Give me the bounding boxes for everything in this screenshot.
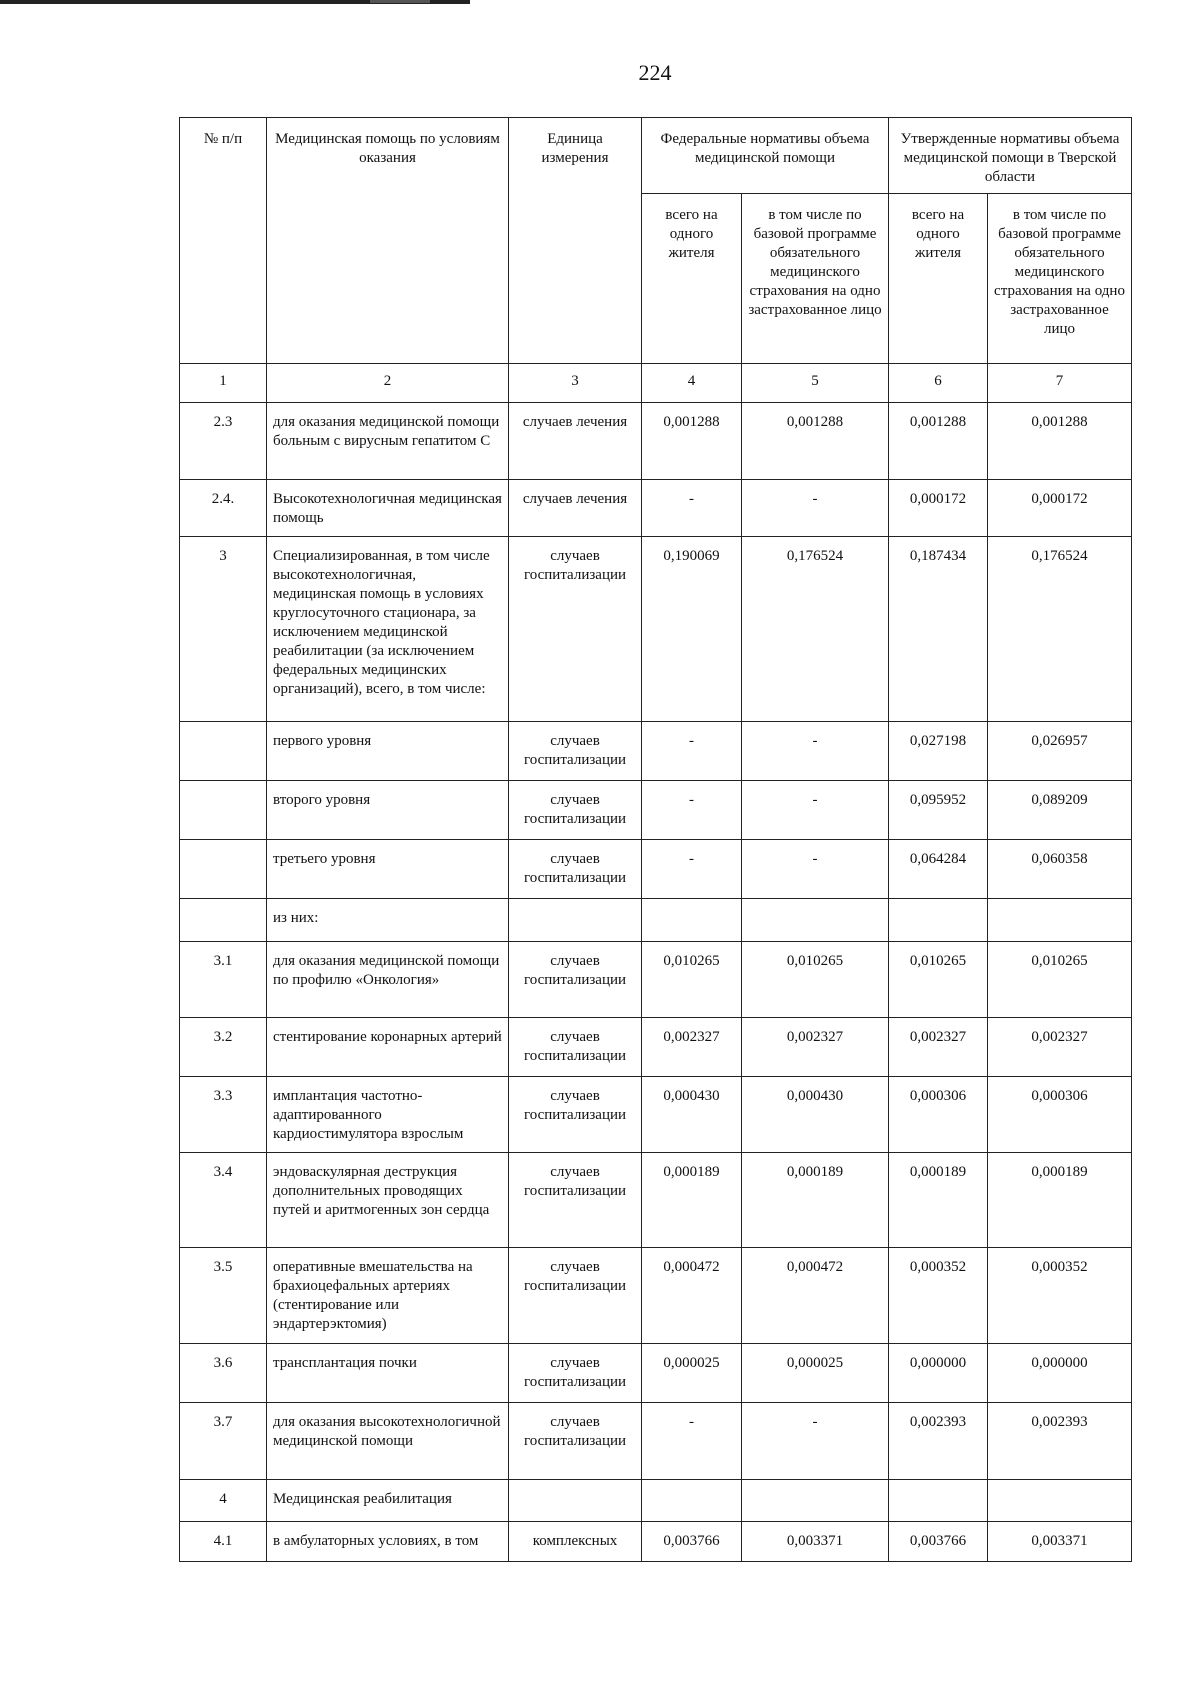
cell-unit: случаев госпитализации — [509, 1153, 642, 1248]
cell-federal-per-resident: 0,000025 — [642, 1344, 742, 1403]
cell-care-type: Высокотехнологичная медицинская помощь — [267, 480, 509, 537]
cell-approved-base-program: 0,089209 — [988, 781, 1132, 840]
scan-edge-mark — [370, 0, 430, 3]
cell-federal-base-program: 0,002327 — [742, 1018, 889, 1077]
table-row — [180, 1248, 1132, 1344]
column-number: 1 — [180, 364, 267, 403]
cell-care-type: для оказания медицинской помощи по профилю «Онкология» — [267, 942, 509, 1018]
cell-federal-per-resident: 0,001288 — [642, 403, 742, 480]
table-row — [180, 1077, 1132, 1153]
cell-federal-base-program: - — [742, 480, 889, 537]
cell-federal-base-program: 0,003371 — [742, 1522, 889, 1562]
cell-unit — [509, 1480, 642, 1522]
header-approved-norms: Утвержденные нормативы объема медицинской помощи в Тверской области — [889, 118, 1132, 194]
table-row — [180, 480, 1132, 537]
cell-row-number — [180, 722, 267, 781]
cell-care-type: в амбулаторных условиях, в том — [267, 1522, 509, 1562]
cell-row-number: 2.3 — [180, 403, 267, 480]
cell-care-type: стентирование коронарных артерий — [267, 1018, 509, 1077]
cell-federal-base-program: 0,000189 — [742, 1153, 889, 1248]
cell-care-type: для оказания медицинской помощи больным с вирусным гепатитом С — [267, 403, 509, 480]
cell-approved-per-resident: 0,027198 — [889, 722, 988, 781]
table-row — [180, 403, 1132, 480]
cell-federal-per-resident: - — [642, 722, 742, 781]
norms-table — [179, 117, 1132, 1562]
cell-unit: случаев госпитализации — [509, 1077, 642, 1153]
table-row — [180, 1153, 1132, 1248]
cell-approved-base-program: 0,010265 — [988, 942, 1132, 1018]
table-row — [180, 781, 1132, 840]
cell-federal-per-resident: - — [642, 480, 742, 537]
cell-row-number: 3.4 — [180, 1153, 267, 1248]
cell-federal-base-program: 0,010265 — [742, 942, 889, 1018]
cell-approved-per-resident: 0,095952 — [889, 781, 988, 840]
cell-approved-base-program: 0,002393 — [988, 1403, 1132, 1480]
table-row — [180, 840, 1132, 899]
column-number: 5 — [742, 364, 889, 403]
cell-approved-base-program — [988, 1480, 1132, 1522]
column-number: 4 — [642, 364, 742, 403]
cell-approved-per-resident: 0,002393 — [889, 1403, 988, 1480]
cell-approved-per-resident: 0,000172 — [889, 480, 988, 537]
cell-approved-per-resident: 0,003766 — [889, 1522, 988, 1562]
cell-federal-per-resident: - — [642, 840, 742, 899]
table-row — [180, 1344, 1132, 1403]
cell-row-number: 3.3 — [180, 1077, 267, 1153]
cell-unit: случаев госпитализации — [509, 722, 642, 781]
cell-federal-base-program: 0,176524 — [742, 537, 889, 722]
cell-approved-per-resident — [889, 1480, 988, 1522]
table-row — [180, 899, 1132, 942]
cell-unit: случаев госпитализации — [509, 942, 642, 1018]
table-row — [180, 1403, 1132, 1480]
cell-unit: комплексных — [509, 1522, 642, 1562]
cell-approved-per-resident: 0,000306 — [889, 1077, 988, 1153]
cell-federal-per-resident: 0,000189 — [642, 1153, 742, 1248]
column-number: 2 — [267, 364, 509, 403]
cell-approved-base-program: 0,000000 — [988, 1344, 1132, 1403]
cell-approved-per-resident: 0,064284 — [889, 840, 988, 899]
table-body — [180, 403, 1132, 1562]
cell-care-type: для оказания высокотехнологичной медицинской помощи — [267, 1403, 509, 1480]
cell-federal-per-resident: - — [642, 781, 742, 840]
header-care-type: Медицинская помощь по условиям оказания — [267, 118, 509, 364]
header-federal-base-program: в том числе по базовой программе обязательного медицинского страхования на одно застрахованное лицо — [742, 194, 889, 364]
cell-approved-per-resident — [889, 899, 988, 942]
column-number-row — [180, 364, 1132, 403]
cell-row-number — [180, 781, 267, 840]
cell-approved-base-program: 0,000306 — [988, 1077, 1132, 1153]
cell-approved-per-resident: 0,187434 — [889, 537, 988, 722]
cell-federal-per-resident: 0,003766 — [642, 1522, 742, 1562]
cell-approved-base-program: 0,000189 — [988, 1153, 1132, 1248]
table-header — [180, 118, 1132, 403]
cell-unit: случаев госпитализации — [509, 1248, 642, 1344]
cell-federal-base-program — [742, 899, 889, 942]
table-row — [180, 1480, 1132, 1522]
cell-federal-per-resident: 0,000430 — [642, 1077, 742, 1153]
cell-row-number: 3.6 — [180, 1344, 267, 1403]
cell-federal-per-resident: - — [642, 1403, 742, 1480]
cell-care-type: оперативные вмешательства на брахиоцефальных артериях (стентирование или эндартерэктомия) — [267, 1248, 509, 1344]
cell-federal-base-program: 0,000472 — [742, 1248, 889, 1344]
table-row — [180, 537, 1132, 722]
cell-care-type: из них: — [267, 899, 509, 942]
cell-unit: случаев госпитализации — [509, 1018, 642, 1077]
cell-approved-base-program: 0,026957 — [988, 722, 1132, 781]
cell-approved-base-program: 0,060358 — [988, 840, 1132, 899]
cell-approved-per-resident: 0,000189 — [889, 1153, 988, 1248]
header-approved-base-program: в том числе по базовой программе обязательного медицинского страхования на одно застрахованное лицо — [988, 194, 1132, 364]
cell-federal-per-resident — [642, 1480, 742, 1522]
cell-unit: случаев госпитализации — [509, 1403, 642, 1480]
cell-approved-per-resident: 0,010265 — [889, 942, 988, 1018]
cell-care-type: Специализированная, в том числе высокотехнологичная, медицинская помощь в условиях круглосуточного стационара, за исключением медицинской реабилитации (за исключением федеральных медицинских организаций), всего, в том числе: — [267, 537, 509, 722]
cell-row-number: 3.7 — [180, 1403, 267, 1480]
cell-unit: случаев лечения — [509, 480, 642, 537]
cell-federal-per-resident — [642, 899, 742, 942]
cell-federal-base-program: 0,001288 — [742, 403, 889, 480]
cell-approved-per-resident: 0,000000 — [889, 1344, 988, 1403]
cell-unit: случаев госпитализации — [509, 781, 642, 840]
cell-row-number: 4.1 — [180, 1522, 267, 1562]
cell-federal-base-program: - — [742, 1403, 889, 1480]
page-number: 224 — [638, 60, 672, 85]
cell-approved-base-program: 0,176524 — [988, 537, 1132, 722]
cell-approved-per-resident: 0,001288 — [889, 403, 988, 480]
cell-federal-per-resident: 0,190069 — [642, 537, 742, 722]
column-number: 7 — [988, 364, 1132, 403]
cell-row-number: 3.5 — [180, 1248, 267, 1344]
cell-care-type: Медицинская реабилитация — [267, 1480, 509, 1522]
header-approved-per-resident: всего на одного жителя — [889, 194, 988, 364]
cell-row-number — [180, 840, 267, 899]
cell-care-type: второго уровня — [267, 781, 509, 840]
cell-federal-base-program: - — [742, 840, 889, 899]
cell-approved-base-program — [988, 899, 1132, 942]
cell-unit: случаев госпитализации — [509, 1344, 642, 1403]
cell-approved-base-program: 0,000352 — [988, 1248, 1132, 1344]
cell-federal-base-program: - — [742, 781, 889, 840]
cell-row-number: 3.1 — [180, 942, 267, 1018]
cell-federal-base-program: - — [742, 722, 889, 781]
cell-care-type: трансплантация почки — [267, 1344, 509, 1403]
cell-approved-base-program: 0,002327 — [988, 1018, 1132, 1077]
table-row — [180, 722, 1132, 781]
cell-row-number: 3.2 — [180, 1018, 267, 1077]
cell-federal-per-resident: 0,000472 — [642, 1248, 742, 1344]
cell-approved-base-program: 0,001288 — [988, 403, 1132, 480]
column-number: 3 — [509, 364, 642, 403]
cell-federal-base-program — [742, 1480, 889, 1522]
header-unit: Единица измерения — [509, 118, 642, 364]
cell-care-type: эндоваскулярная деструкция дополнительных проводящих путей и аритмогенных зон сердца — [267, 1153, 509, 1248]
header-number: № п/п — [180, 118, 267, 364]
cell-care-type: первого уровня — [267, 722, 509, 781]
cell-federal-base-program: 0,000025 — [742, 1344, 889, 1403]
cell-approved-per-resident: 0,000352 — [889, 1248, 988, 1344]
table-row — [180, 1522, 1132, 1562]
cell-row-number: 2.4. — [180, 480, 267, 537]
table-row — [180, 1018, 1132, 1077]
column-number: 6 — [889, 364, 988, 403]
cell-unit: случаев госпитализации — [509, 537, 642, 722]
cell-row-number: 3 — [180, 537, 267, 722]
cell-care-type: третьего уровня — [267, 840, 509, 899]
cell-row-number — [180, 899, 267, 942]
cell-approved-per-resident: 0,002327 — [889, 1018, 988, 1077]
header-federal-per-resident: всего на одного жителя — [642, 194, 742, 364]
header-federal-norms: Федеральные нормативы объема медицинской помощи — [642, 118, 889, 194]
cell-unit — [509, 899, 642, 942]
cell-care-type: имплантация частотно-адаптированного кардиостимулятора взрослым — [267, 1077, 509, 1153]
cell-approved-base-program: 0,000172 — [988, 480, 1132, 537]
cell-approved-base-program: 0,003371 — [988, 1522, 1132, 1562]
table-row — [180, 942, 1132, 1018]
cell-federal-base-program: 0,000430 — [742, 1077, 889, 1153]
cell-unit: случаев лечения — [509, 403, 642, 480]
cell-unit: случаев госпитализации — [509, 840, 642, 899]
cell-row-number: 4 — [180, 1480, 267, 1522]
cell-federal-per-resident: 0,002327 — [642, 1018, 742, 1077]
cell-federal-per-resident: 0,010265 — [642, 942, 742, 1018]
